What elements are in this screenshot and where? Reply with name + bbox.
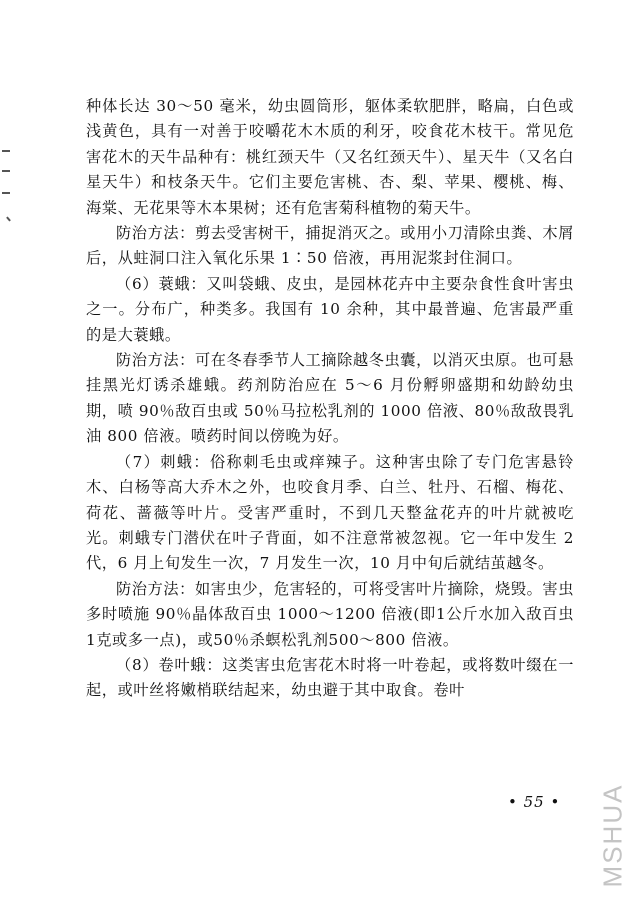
paragraph-slug-moth: （7）刺蛾：俗称刺毛虫或痒辣子。这种害虫除了专门危害悬铃木、白杨等高大乔木之外，也咬食月季、白兰、牡丹、石榴、梅花、荷花、蔷薇等叶片。受害严重时，不到几天整盆花卉的叶片就被吃光。刺蛾专门潜伏在叶子背面，如不注意常被忽视。它一年中发生 2 代，6 月上旬发生一次，7 月发生一次，10 月中旬后就结茧越冬。: [86, 452, 574, 573]
page-edge-marks: [0, 140, 16, 260]
watermark-text: MSHUA: [597, 783, 628, 887]
paragraph-bagworm-control: 防治方法：可在冬春季节人工摘除越冬虫囊，以消灭虫原。也可悬挂黑光灯诱杀雄蛾。药剂防治应在 5～6 月份孵卵盛期和幼龄幼虫期，喷 90％敌百虫或 50％马拉松乳剂的 1000 倍液、80％敌敌畏乳油 800 倍液。喷药时间以傍晚为好。: [86, 351, 574, 446]
paragraph-leaf-roller: （8）卷叶蛾：这类害虫危害花木时将一叶卷起，或将数叶缀在一起，或叶丝将嫩梢联结起来，幼虫避于其中取食。卷叶: [86, 655, 574, 700]
paragraph-slug-moth-control: 防治方法：如害虫少，危害轻的，可将受害叶片摘除，烧毁。害虫多时喷施 90％晶体敌百虫 1000～1200 倍液(即1公斤水加入敌百虫1克或多一点)，或50％杀螟松乳剂500～800 倍液。: [86, 579, 574, 649]
watermark-logo: [589, 780, 637, 890]
paragraph-longhorn-larva: 种体长达 30～50 毫米，幼虫圆筒形，躯体柔软肥胖，略扁，白色或浅黄色，具有一对善于咬嚼花木木质的利牙，咬食花木枝干。常见危害花木的天牛品种有：桃红颈天牛（又名红颈天牛）、星天牛（又名白星天牛）和枝条天牛。它们主要危害桃、杏、梨、苹果、樱桃、梅、海棠、无花果等木本果树；还有危害菊科植物的菊天牛。: [86, 97, 574, 217]
paragraph-bagworm: （6）蓑蛾：又叫袋蛾、皮虫，是园林花卉中主要杂食性食叶害虫之一。分布广，种类多。我国有 10 余种，其中最普遍、危害最严重的是大蓑蛾。: [86, 274, 574, 344]
page-body: [86, 94, 574, 704]
page-number: • 55 •: [508, 793, 561, 811]
paragraph-longhorn-control: 防治方法：剪去受害树干，捕捉消灭之。或用小刀清除虫粪、木屑后，从蛀洞口注入氧化乐果 1∶50 倍液，再用泥浆封住洞口。: [86, 224, 574, 268]
